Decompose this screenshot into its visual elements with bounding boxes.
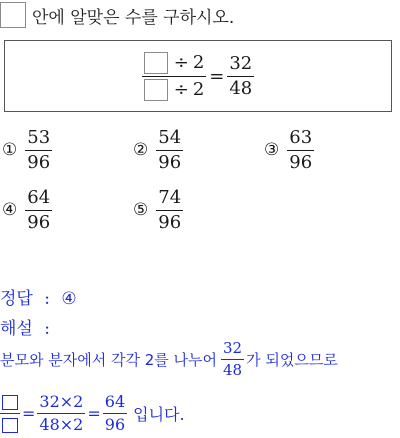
fraction-denominator: 48×2 (39, 414, 84, 434)
equation-left-numerator (142, 52, 207, 74)
blank-box (2, 418, 18, 433)
fraction-numerator: 32 (223, 339, 243, 357)
fraction-denominator: 96 (27, 211, 51, 233)
explanation-line-1 (0, 340, 338, 378)
equals-sign: = (22, 403, 36, 423)
blank-box (144, 79, 168, 101)
option-marker: ② (133, 140, 149, 161)
fraction-denominator: 96 (158, 211, 182, 233)
divisor: 2 (192, 78, 205, 100)
fraction-numerator: 53 (27, 127, 51, 148)
prompt-text: 안에 알맞은 수를 구하시오. (32, 7, 235, 28)
explanation-text: 가 되었으므로 (246, 350, 338, 369)
fraction-numerator: 64 (104, 392, 126, 411)
fraction-numerator (0, 393, 20, 411)
fraction-denominator: 96 (27, 151, 51, 173)
blank-box (144, 52, 168, 74)
option-fraction (156, 188, 183, 233)
explanation-text: 분모와 분자에서 각각 2를 나누어 (0, 350, 217, 369)
explanation-mid-fraction (37, 393, 85, 433)
fraction-numerator: 63 (289, 127, 313, 148)
fraction-bar (142, 76, 207, 77)
explanation-line-2 (0, 393, 185, 433)
fraction-denominator: 96 (158, 151, 182, 173)
option-marker: ③ (264, 140, 280, 161)
option-fraction (287, 128, 314, 173)
option-fraction (156, 128, 183, 173)
equation (5, 41, 391, 111)
option-fraction (25, 188, 52, 233)
explanation-colon: : (44, 319, 50, 339)
explanation-fraction (221, 340, 244, 378)
fraction-bar (156, 210, 183, 211)
fraction-bar (25, 150, 52, 151)
fraction-denominator: 48 (229, 77, 253, 99)
fraction-bar (0, 413, 20, 414)
fraction-numerator: 74 (158, 187, 182, 208)
fraction-bar (221, 359, 244, 360)
explanation-label: 해설 (0, 319, 33, 339)
fraction-numerator: 32×2 (39, 392, 84, 411)
fraction-denominator (0, 416, 20, 434)
equals-sign: = (87, 403, 101, 423)
option-5[interactable] (133, 188, 183, 233)
fraction-bar (156, 150, 183, 151)
fraction-bar (287, 150, 314, 151)
option-marker: ① (2, 140, 18, 161)
fraction-denominator: 48 (223, 360, 243, 379)
fraction-bar (37, 413, 85, 414)
fraction-bar (103, 413, 127, 414)
option-marker: ④ (2, 200, 18, 221)
fraction-numerator: 64 (27, 187, 51, 208)
fraction-numerator: 54 (158, 127, 182, 148)
answer-line (0, 284, 77, 309)
divisor: 2 (192, 51, 205, 73)
divide-sign: ÷ (173, 51, 189, 73)
blank-box (2, 395, 18, 410)
answer-label: 정답 (0, 289, 33, 309)
explanation-blank-fraction (0, 393, 20, 433)
explanation-label-line (0, 314, 50, 339)
answer-value: ④ (61, 289, 77, 309)
explanation-text: 입니다. (133, 404, 185, 424)
equation-box (4, 40, 392, 112)
answer-colon: : (44, 289, 50, 309)
explanation-result-fraction (103, 393, 127, 433)
fraction-numerator: 32 (229, 52, 253, 74)
fraction-denominator: 96 (289, 151, 313, 173)
blank-box (0, 2, 26, 28)
equation-left-fraction (142, 52, 207, 101)
option-3[interactable] (264, 128, 314, 173)
option-4[interactable] (2, 188, 52, 233)
fraction-denominator: 96 (104, 414, 126, 434)
option-2[interactable] (133, 128, 183, 173)
option-fraction (25, 128, 52, 173)
question-prompt (0, 2, 234, 28)
equals-sign: = (209, 65, 225, 87)
equation-left-denominator (142, 79, 207, 101)
fraction-bar (227, 76, 254, 77)
equation-right-fraction (227, 54, 254, 99)
fraction-bar (25, 210, 52, 211)
option-marker: ⑤ (133, 200, 149, 221)
divide-sign: ÷ (173, 78, 189, 100)
option-1[interactable] (2, 128, 52, 173)
